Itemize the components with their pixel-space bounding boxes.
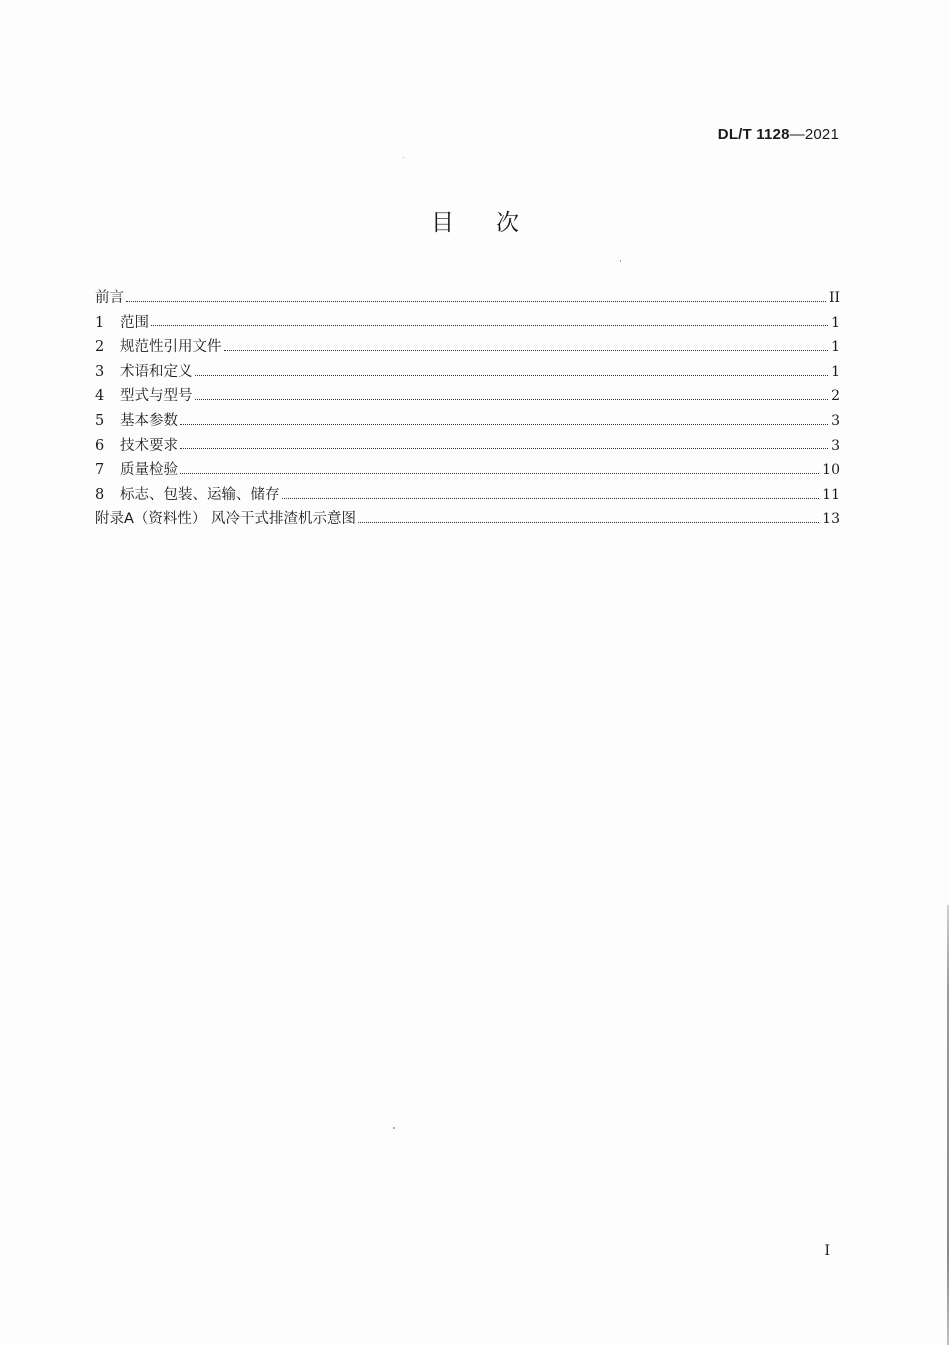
- toc-entry-page: 1: [831, 314, 840, 331]
- toc-dot-leader: [282, 498, 820, 499]
- toc-dot-leader: [151, 325, 828, 326]
- toc-entry-number: 1: [95, 314, 105, 331]
- scan-edge-shadow: [947, 905, 949, 1345]
- toc-entry-label: 型式与型号: [120, 388, 193, 405]
- toc-dot-leader: [358, 522, 819, 523]
- table-of-contents: [95, 286, 840, 532]
- toc-entry-label: 附录A（资料性） 风冷干式排渣机示意图: [95, 511, 357, 528]
- toc-entry-foreword[interactable]: [95, 286, 840, 311]
- toc-dot-leader: [180, 473, 819, 474]
- toc-entry-terms-definitions[interactable]: [95, 360, 840, 385]
- toc-entry-basic-parameters[interactable]: [95, 409, 840, 434]
- toc-entry-label: 规范性引用文件: [120, 339, 222, 356]
- toc-dot-leader: [180, 424, 828, 425]
- standard-code-number: DL/T 1128: [717, 126, 790, 143]
- toc-entry-number: 2: [95, 339, 105, 356]
- standard-code: [718, 126, 839, 143]
- toc-entry-number: 5: [95, 412, 105, 429]
- toc-entry-page: 10: [822, 462, 840, 479]
- toc-entry-label: 基本参数: [120, 412, 178, 429]
- scan-speck: [393, 1127, 395, 1129]
- toc-entry-page: 3: [831, 437, 840, 454]
- toc-entry-normative-references[interactable]: [95, 335, 840, 360]
- page-number: I: [824, 1243, 830, 1259]
- standard-code-year: —2021: [789, 126, 839, 143]
- toc-dot-leader: [180, 448, 828, 449]
- toc-dot-leader: [224, 350, 829, 351]
- toc-entry-marking-packaging[interactable]: [95, 483, 840, 508]
- scan-speck: [620, 260, 621, 262]
- toc-entry-page: 1: [831, 339, 840, 356]
- toc-entry-scope[interactable]: [95, 311, 840, 336]
- toc-entry-page: 13: [822, 511, 840, 528]
- toc-dot-leader: [195, 399, 829, 400]
- toc-entry-label: 技术要求: [120, 437, 178, 454]
- toc-entry-page: 2: [831, 388, 840, 405]
- toc-entry-label: 术语和定义: [120, 363, 193, 380]
- toc-entry-number: 4: [95, 388, 105, 405]
- toc-entry-label: 质量检验: [120, 462, 178, 479]
- toc-entry-technical-requirements[interactable]: [95, 434, 840, 459]
- toc-entry-number: 3: [95, 363, 105, 380]
- toc-entry-quality-inspection[interactable]: [95, 458, 840, 483]
- toc-entry-label: 范围: [120, 314, 149, 331]
- toc-entry-page: 1: [831, 363, 840, 380]
- toc-dot-leader: [195, 375, 829, 376]
- toc-dot-leader: [126, 301, 826, 302]
- toc-entry-page: 3: [831, 412, 840, 429]
- toc-entry-number: 6: [95, 437, 105, 454]
- toc-entry-label: 标志、包装、运输、储存: [120, 486, 280, 503]
- toc-entry-number: 7: [95, 462, 105, 479]
- toc-entry-page: II: [828, 290, 840, 306]
- toc-entry-types-models[interactable]: [95, 384, 840, 409]
- toc-entry-page: 11: [822, 486, 840, 503]
- toc-entry-appendix-a[interactable]: [95, 507, 840, 532]
- toc-entry-number: 8: [95, 486, 105, 503]
- toc-entry-label: 前言: [95, 290, 124, 306]
- scan-speck: [403, 157, 404, 158]
- toc-title: 目次: [431, 210, 561, 236]
